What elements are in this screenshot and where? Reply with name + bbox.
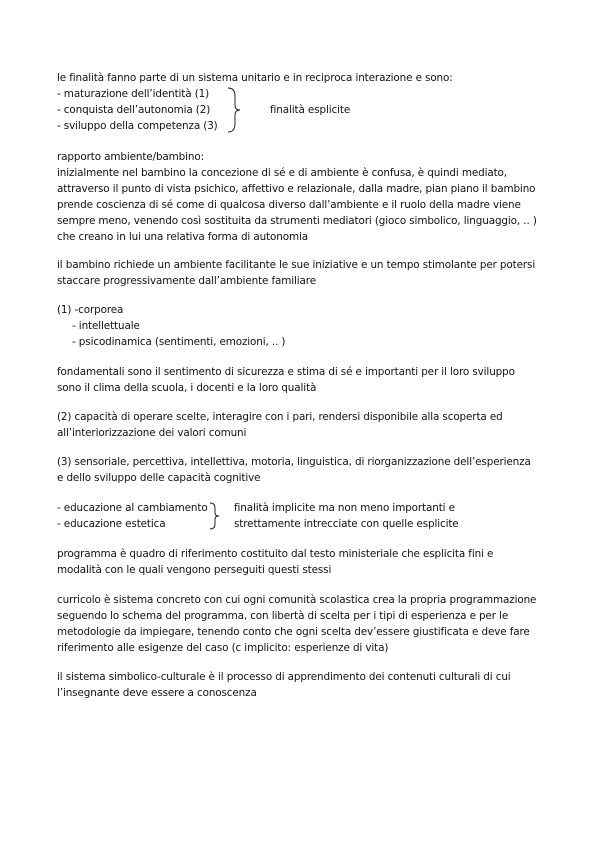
curricolo-line: curricolo è sistema concreto con cui ogni comunità scolastica crea la propria programmazione	[57, 594, 537, 606]
note1-corporea: (1) -corporea	[57, 304, 124, 316]
programma-line: modalità con le quali vengono perseguiti questi stessi	[57, 564, 332, 576]
curricolo-line: riferimento alle esigenze del caso (c implicito: esperienze di vita)	[57, 642, 389, 654]
intro-line: le finalità fanno parte di un sistema unitario e in reciproca interazione e sono:	[57, 72, 453, 84]
finalita-implicite-label: strettamente intrecciate con quelle esplicite	[234, 518, 459, 530]
rapporto-line: sempre meno, venendo così sostituita da strumenti mediatori (gioco simbolico, linguaggio, .. )	[57, 215, 537, 227]
rapporto-line: inizialmente nel bambino la concezione di sé e di ambiente è confusa, è quindi mediato,	[57, 167, 507, 179]
note1-item: - psicodinamica (sentimenti, emozioni, .. )	[72, 336, 286, 348]
curricolo-line: seguendo lo schema del programma, con libertà di scelta per i tipi di esperienza e per le	[57, 610, 509, 622]
rapporto-line: attraverso il punto di vista psichico, affettivo e relazionale, dalla madre, pian piano il bambino	[57, 183, 536, 195]
ambiente-line: il bambino richiede un ambiente facilitante le sue iniziative e un tempo stimolante per potersi	[57, 259, 536, 271]
rapporto-heading: rapporto ambiente/bambino:	[57, 151, 205, 163]
right-brace-icon	[226, 86, 242, 134]
right-brace-icon	[208, 501, 222, 531]
sistema-line: l’insegnante deve essere a conoscenza	[57, 687, 257, 699]
programma-line: programma è quadro di riferimento costituito dal testo ministeriale che esplicita fini e	[57, 548, 494, 560]
curricolo-line: metodologie da impiegare, tenendo conto che ogni scelta dev’essere giustificata e deve fare	[57, 626, 530, 638]
note2-line: all’interiorizzazione dei valori comuni	[57, 427, 247, 439]
sistema-line: il sistema simbolico-culturale è il processo di apprendimento dei contenuti culturali di cui	[57, 671, 511, 683]
fondamentali-line: sono il clima della scuola, i docenti e la loro qualità	[57, 382, 317, 394]
note3-line: e dello sviluppo delle capacità cognitive	[57, 472, 261, 484]
note2-line: (2) capacità di operare scelte, interagire con i pari, rendersi disponibile alla scoperta ed	[57, 411, 503, 423]
educazione-item: - educazione estetica	[57, 518, 166, 530]
note1-item: - intellettuale	[72, 320, 140, 332]
educazione-item: - educazione al cambiamento	[57, 502, 208, 514]
rapporto-line: prende coscienza di sé come di qualcosa diverso dall’ambiente e il ruolo della madre viene	[57, 199, 521, 211]
finalita-item-autonomia: - conquista dell’autonomia (2)	[57, 104, 211, 116]
fondamentali-line: fondamentali sono il sentimento di sicurezza e stima di sé e importanti per il loro sviluppo	[57, 366, 515, 378]
finalita-item-identita: - maturazione dell’identità (1)	[57, 88, 210, 100]
note3-line: (3) sensoriale, percettiva, intellettiva, motoria, linguistica, di riorganizzazione dell’esperienza	[57, 456, 531, 468]
finalita-esplicite-label: finalità esplicite	[270, 104, 351, 116]
finalita-item-competenza: - sviluppo della competenza (3)	[57, 120, 218, 132]
finalita-implicite-label: finalità implicite ma non meno importanti e	[234, 502, 455, 514]
rapporto-line: che creano in lui una relativa forma di autonomia	[57, 231, 309, 243]
ambiente-line: staccare progressivamente dall’ambiente familiare	[57, 275, 317, 287]
